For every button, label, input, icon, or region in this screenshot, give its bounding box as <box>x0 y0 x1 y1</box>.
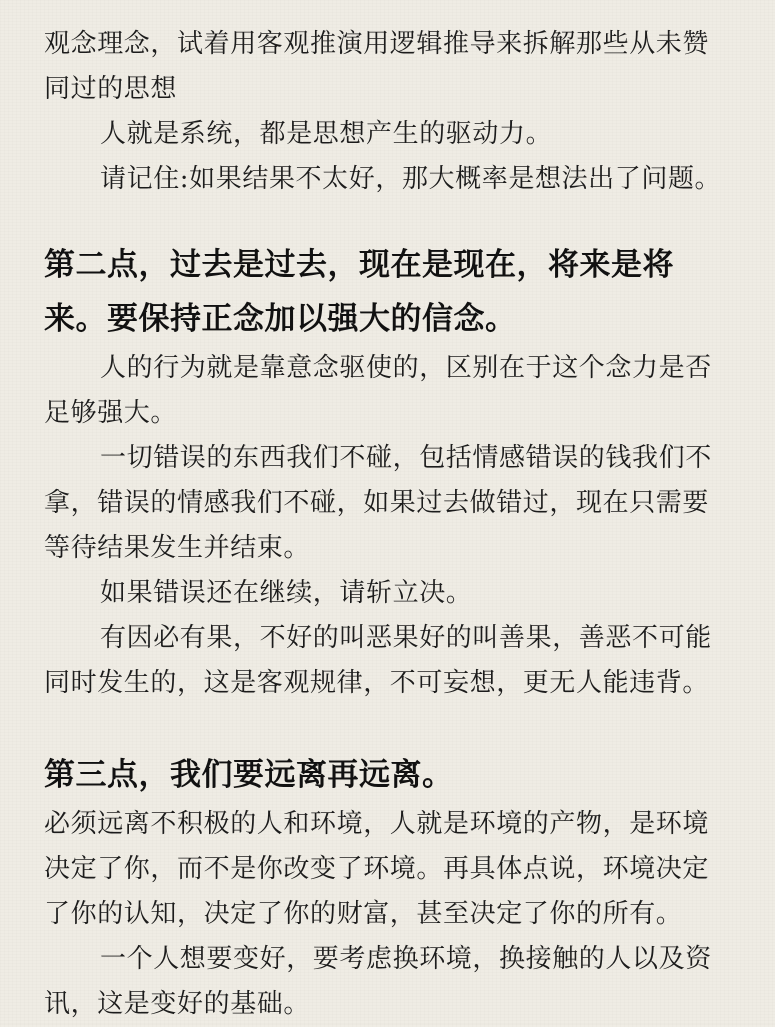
paragraph-intention: 人的行为就是靠意念驱使的，区别在于这个念力是否足够强大。 <box>44 353 712 428</box>
paragraph-avoid-wrong: 一切错误的东西我们不碰，包括情感错误的钱我们不拿，错误的情感我们不碰，如果过去做错过，现在只需要等待结果发生并结束。 <box>44 443 712 563</box>
paragraph-remember: 请记住:如果结果不太好，那大概率是想法出了问题。 <box>100 164 722 194</box>
paragraph-environment: 必须远离不积极的人和环境，人就是环境的产物，是环境决定了你，而不是你改变了环境。再具体点说，环境决定了你的认知，决定了你的财富，甚至决定了你的所有。 <box>44 809 710 929</box>
section-heading-point-two: 第二点，过去是过去，现在是现在，将来是将来。要保持正念加以强大的信念。 <box>44 247 674 337</box>
section-heading-point-three: 第三点，我们要远离再远离。 <box>44 757 454 793</box>
paragraph-stop-wrong: 如果错误还在继续，请斩立决。 <box>100 578 473 608</box>
paragraph-continuation: 观念理念，试着用客观推演用逻辑推导来拆解那些从未赞同过的思想 <box>44 29 710 104</box>
paragraph-cause-effect: 有因必有果，不好的叫恶果好的叫善果，善恶不可能同时发生的，这是客观规律，不可妄想，更无人能违背。 <box>44 623 712 698</box>
paragraph-system: 人就是系统，都是思想产生的驱动力。 <box>100 119 553 149</box>
paragraph-change-environment: 一个人想要变好，要考虑换环境，换接触的人以及资讯，这是变好的基础。 <box>44 944 712 1019</box>
